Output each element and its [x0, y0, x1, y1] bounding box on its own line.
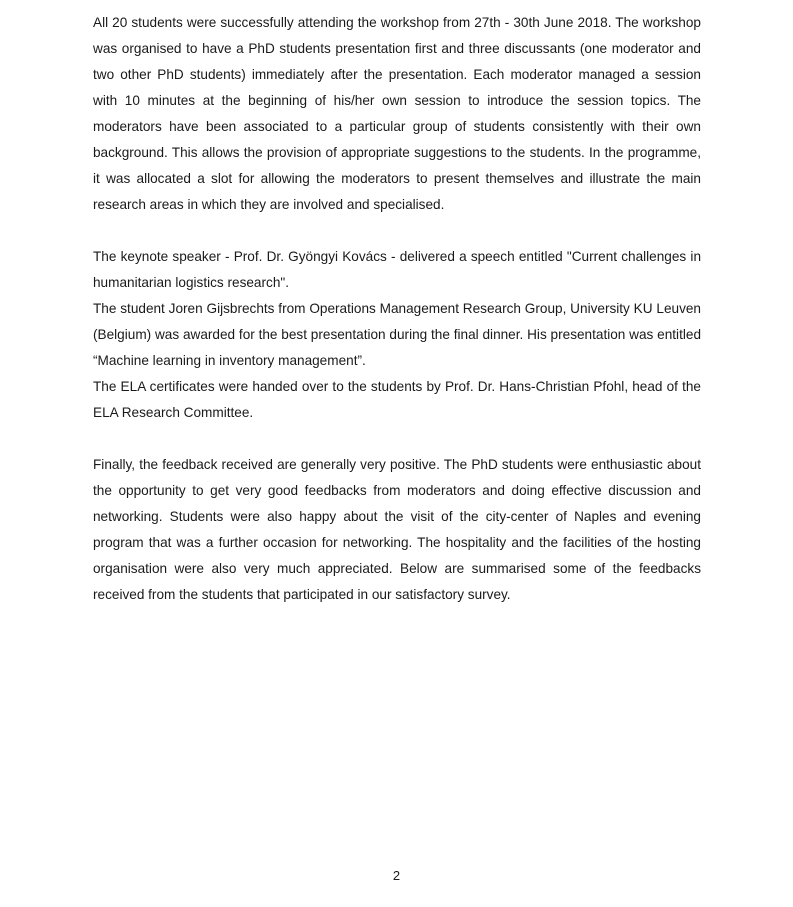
paragraph-keynote: The keynote speaker - Prof. Dr. Gyöngyi Kovács - delivered a speech entitled "Current challenges in humanitarian logistics research".	[93, 249, 701, 290]
document-body	[93, 10, 701, 608]
paragraph-spacer	[93, 218, 701, 244]
paragraph-best-presentation: The student Joren Gijsbrechts from Operations Management Research Group, University KU Leuven (Belgium) was awarded for the best presentation during the final dinner. His presentation was entitled “Machine learning in inventory management”.	[93, 301, 701, 368]
paragraph-feedback: Finally, the feedback received are generally very positive. The PhD students were enthusiastic about the opportunity to get very good feedbacks from moderators and doing effective discussion and networking. Students were also happy about the visit of the city-center of Naples and evening program that was a further occasion for networking. The hospitality and the facilities of the hosting organisation were also very much appreciated. Below are summarised some of the feedbacks received from the students that participated in our satisfactory survey.	[93, 457, 701, 602]
page-number: 2	[392, 868, 401, 883]
paragraph-workshop-overview: All 20 students were successfully attending the workshop from 27th - 30th June 2018. The workshop was organised to have a PhD students presentation first and three discussants (one moderator and two other PhD students) immediately after the presentation. Each moderator managed a session with 10 minutes at the beginning of his/her own session to introduce the session topics. The moderators have been associated to a particular group of students consistently with their own background. This allows the provision of appropriate suggestions to the students. In the programme, it was allocated a slot for allowing the moderators to present themselves and illustrate the main research areas in which they are involved and specialised.	[93, 15, 701, 212]
paragraph-spacer	[93, 426, 701, 452]
paragraph-certificates: The ELA certificates were handed over to the students by Prof. Dr. Hans-Christian Pfohl, head of the ELA Research Committee.	[93, 379, 701, 420]
